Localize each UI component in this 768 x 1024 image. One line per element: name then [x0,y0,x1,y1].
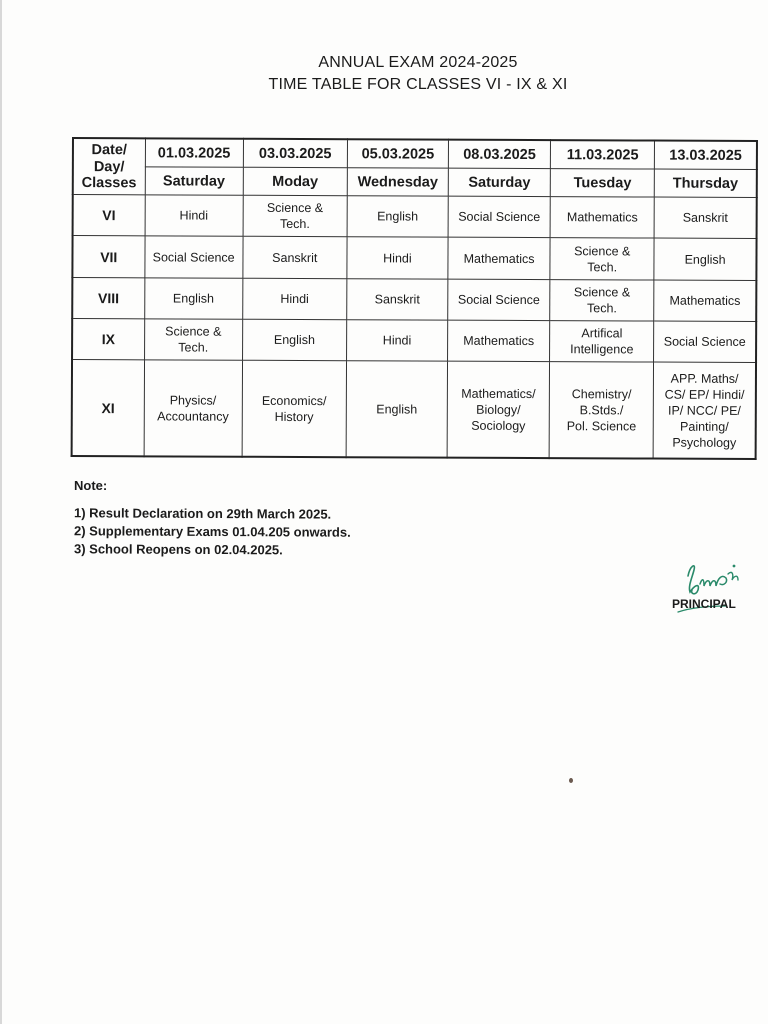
subject-line: Physics/ [169,392,217,408]
subject-line: Mathematics [463,333,535,349]
table-row [72,319,756,363]
subject-line: Sanskrit [682,210,728,225]
class-label: VIII [72,278,144,319]
subject-line: Sanskrit [374,292,420,307]
subject-cell [653,362,756,459]
subject-line: Pol. Science [566,418,637,433]
subject-cell [654,321,756,362]
subject-line: Social Science [458,209,541,225]
subject-line: Biology/ [476,402,521,417]
table-row [72,278,756,322]
signature-stroke [700,576,727,586]
notes-heading: Note: [74,478,108,493]
scan-speck [569,778,573,783]
day-header: Wednesday [347,168,448,196]
subject-line: Artifical [581,326,623,341]
subject-line: Economics/ [261,393,327,408]
subject-cell [550,280,654,321]
subject-line: Psychology [672,435,737,450]
subject-cell [144,319,242,360]
class-label: VII [72,236,144,278]
subject-line: Social Science [152,249,235,265]
subject-cell [243,236,347,278]
subject-cell [347,196,448,237]
subject-line: Hindi [382,333,412,348]
subject-cell [448,196,550,237]
table-row [72,360,756,459]
subject-line: Hindi [280,291,309,307]
subject-cell [654,280,756,321]
date-header: 03.03.2025 [243,139,347,168]
subject-cell [242,319,346,360]
subject-line: Science & [574,243,631,258]
subject-line: Mathematics/ [461,386,536,401]
subject-line: Sociology [471,418,526,433]
subject-line: Sanskrit [272,250,318,265]
timetable-subtitle: TIME TABLE FOR CLASSES VI - IX & XI [268,76,568,93]
subject-cell [145,195,243,236]
subject-cell [550,197,654,238]
subject-cell [550,238,654,280]
subject-line: Mathematics [566,210,638,225]
subject-cell [144,278,242,319]
subject-cell [654,197,756,238]
subject-line: Mathematics [463,251,535,266]
class-label: XI [72,360,145,457]
subject-cell [550,321,654,362]
subject-line: B.Stds./ [579,402,624,417]
subject-line: English [684,252,726,267]
subject-line: Tech. [279,216,310,232]
subject-cell [144,360,243,457]
subject-cell [347,237,448,279]
date-header: 13.03.2025 [655,141,757,170]
subject-line: Tech. [587,259,618,274]
date-header: 11.03.2025 [551,140,655,169]
class-label: VI [73,195,145,236]
subject-cell [448,237,550,279]
subject-cell [448,279,550,320]
principal-label: PRINCIPAL [672,597,736,611]
subject-line: Hindi [179,208,209,223]
class-label: IX [72,319,144,360]
subject-line: APP. Maths/ [670,371,739,386]
note-item: 3) School Reopens on 02.04.2025. [73,541,283,558]
subject-cell [242,278,346,319]
subject-line: English [376,401,418,417]
subject-line: Painting/ [680,419,729,434]
note-item: 1) Result Declaration on 29th March 2025. [73,505,332,522]
corner-date: Date/ [91,142,128,159]
subject-cell [144,236,242,278]
exam-timetable [71,137,758,460]
date-header: 01.03.2025 [145,138,243,167]
subject-cell [654,238,756,280]
subject-line: Science & [266,200,324,216]
subject-line: English [377,209,419,224]
subject-cell [447,361,550,458]
day-header: Saturday [145,167,243,195]
table-row [73,195,757,239]
subject-line: Social Science [457,292,540,308]
page-edge [0,0,2,1024]
subject-cell [346,361,448,458]
day-header: Moday [243,167,347,195]
subject-line: English [172,291,214,306]
header-corner-cell [73,138,145,195]
subject-line: Social Science [663,334,746,349]
subject-cell [347,279,448,320]
signature-stroke [728,572,738,580]
subject-line: History [274,409,314,424]
table-row [72,236,756,281]
note-item: 2) Supplementary Exams 01.04.205 onwards. [73,523,351,540]
subject-line: Hindi [383,250,412,265]
subject-cell [243,195,347,236]
date-header: 08.03.2025 [448,140,550,169]
signature-stroke [688,566,698,594]
subject-line: Science & [573,285,631,300]
day-header: Thursday [655,169,757,197]
day-header: Tuesday [550,169,654,197]
subject-line: Accountancy [157,408,229,424]
subject-line: CS/ EP/ Hindi/ [664,387,745,402]
subject-cell [346,320,447,361]
subject-line: English [273,332,315,348]
subject-cell [549,362,654,459]
corner-classes: Classes [81,175,137,192]
corner-day: Day/ [93,158,125,175]
subject-line: Chemistry/ [571,386,632,401]
date-header: 05.03.2025 [347,139,448,168]
day-header: Saturday [448,168,550,196]
signature-dot [733,565,736,568]
subject-cell [448,320,550,361]
exam-title: ANNUAL EXAM 2024-2025 [318,54,518,71]
notes-section [74,477,351,559]
subject-line: Mathematics [669,293,741,308]
subject-line: Science & [165,324,222,339]
subject-line: Tech. [178,340,209,355]
subject-line: IP/ NCC/ PE/ [667,403,741,418]
subject-line: Intelligence [570,342,634,357]
subject-line: Tech. [587,301,617,316]
subject-cell [242,360,347,457]
